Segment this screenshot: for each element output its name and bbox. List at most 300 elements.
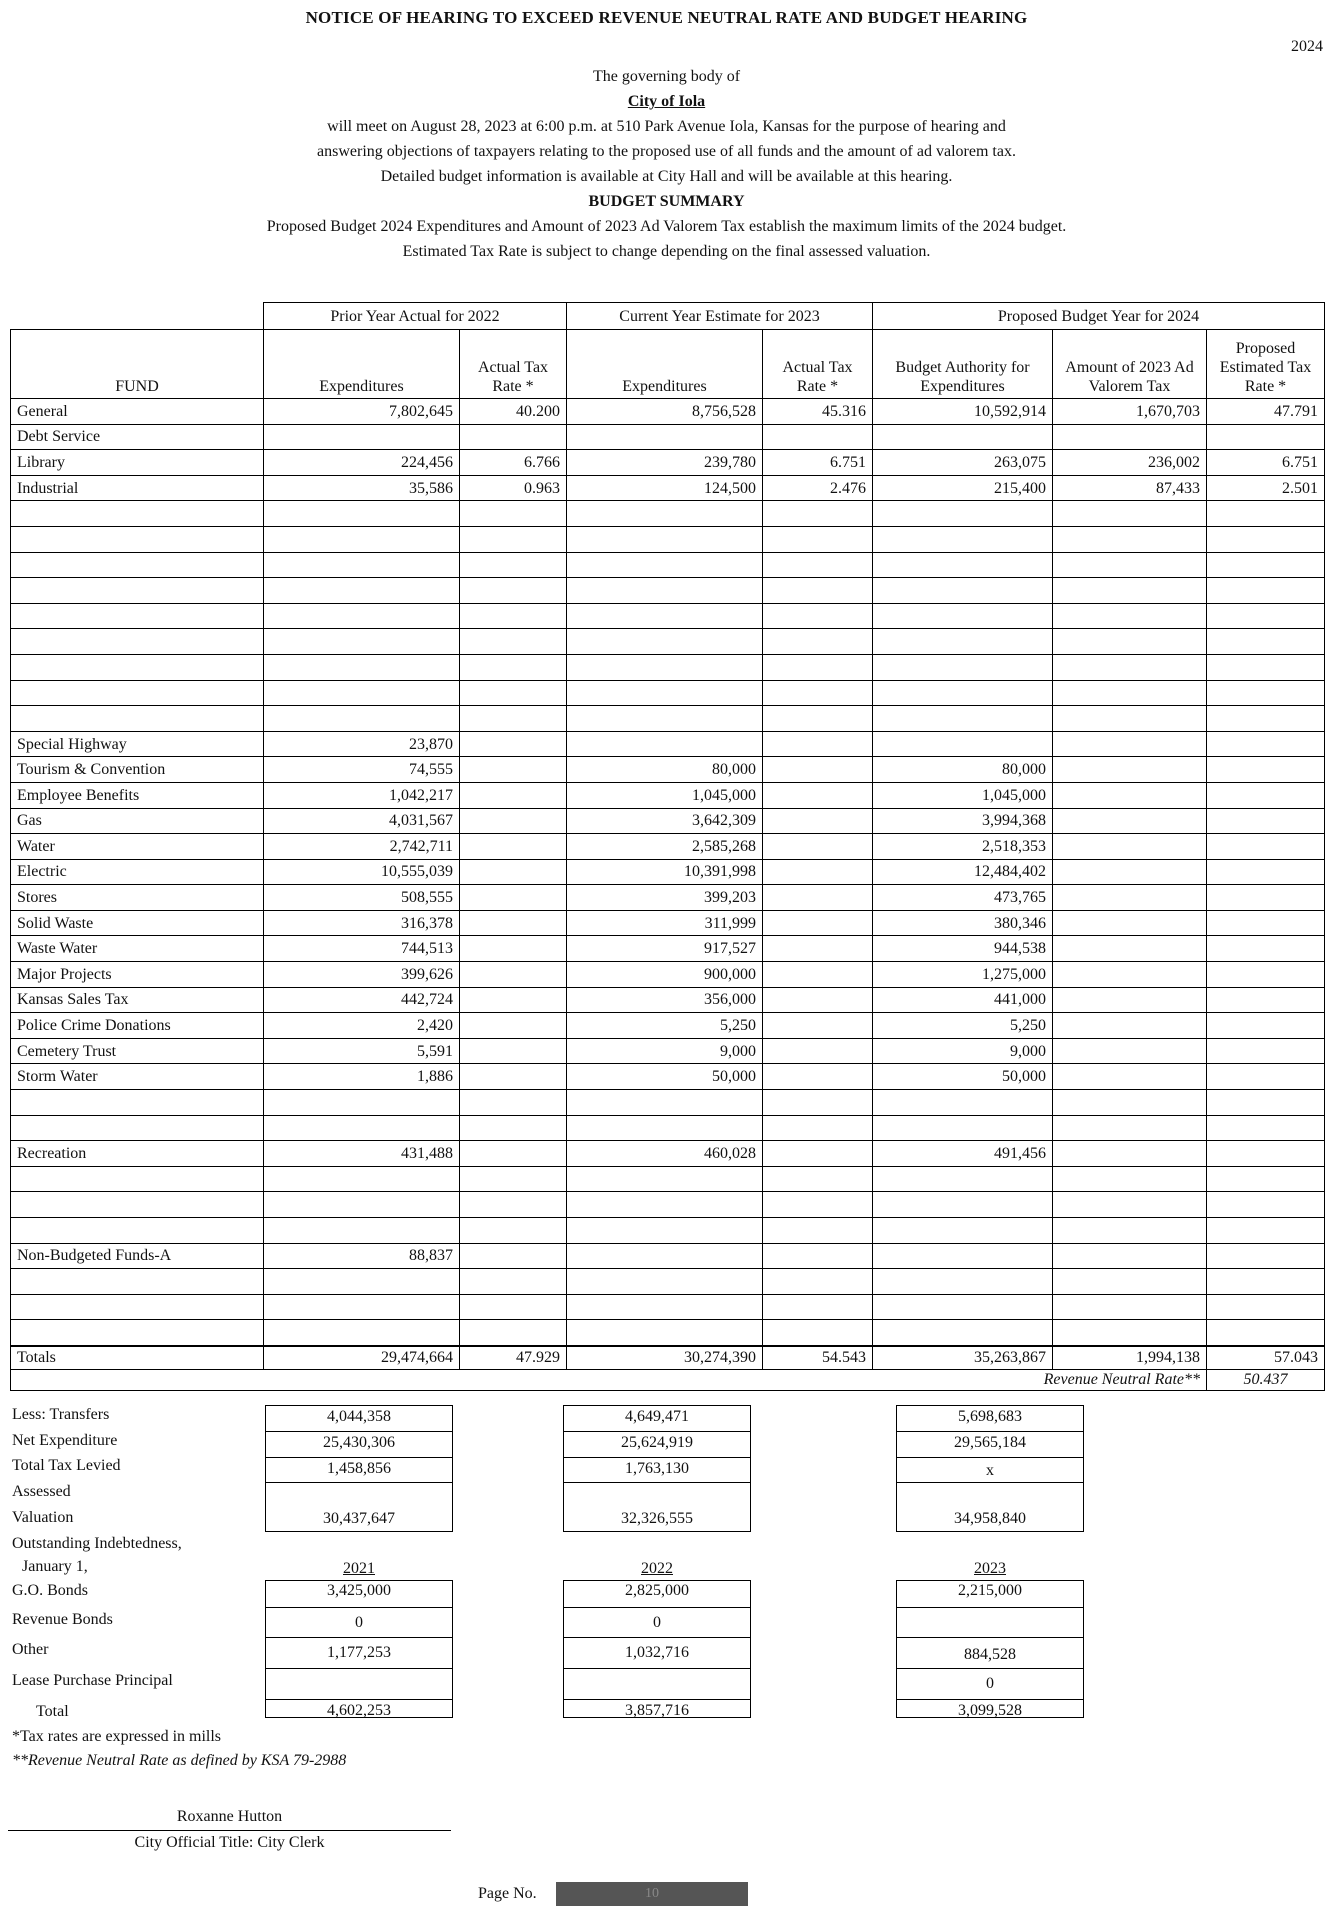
cell-prior-rate: [460, 680, 567, 706]
notice-header: [0, 64, 1333, 264]
cell-prior-exp: [264, 1269, 460, 1295]
col-current-expenditures: Expenditures: [567, 330, 763, 399]
cell-prior-rate: [460, 526, 567, 552]
rate-line: Estimated Tax Rate is subject to change depending on the final assessed valuation.: [402, 243, 931, 260]
cell-ad-valorem: [1053, 1064, 1207, 1090]
fund-row: [11, 1141, 1325, 1167]
fund-row: [11, 603, 1325, 629]
cell-current-rate: [763, 1064, 873, 1090]
fund-row: [11, 910, 1325, 936]
cell-budget-authority: [873, 1294, 1053, 1320]
cell-current-rate: [763, 654, 873, 680]
cell-budget-authority: [873, 629, 1053, 655]
cell-prior-exp: [264, 1090, 460, 1116]
col-current-tax-rate: Actual Tax Rate *: [763, 330, 873, 399]
cell-ad-valorem: [1053, 1166, 1207, 1192]
fund-row: [11, 450, 1325, 476]
info-line: Detailed budget information is available at City Hall and will be available at this hearing.: [380, 168, 953, 185]
cell-budget-authority: [873, 680, 1053, 706]
cell-budget-authority: 5,250: [873, 1013, 1053, 1039]
cell-fund: Employee Benefits: [11, 782, 264, 808]
cell-current-exp: 239,780: [567, 450, 763, 476]
cell-current-exp: 900,000: [567, 962, 763, 988]
cell-budget-authority: 263,075: [873, 450, 1053, 476]
cell-current-exp: 917,527: [567, 936, 763, 962]
cell-current-exp: [567, 424, 763, 450]
cell-current-exp: [567, 1269, 763, 1295]
cell-proposed-rate: [1207, 680, 1325, 706]
debt-year-proposed: 2023: [974, 1560, 1006, 1577]
cell-current-exp: [567, 603, 763, 629]
cell-current-exp: [567, 706, 763, 732]
cell-budget-authority: [873, 501, 1053, 527]
cell-prior-rate: 6.766: [460, 450, 567, 476]
cell-fund: Water: [11, 834, 264, 860]
fund-row: [11, 1320, 1325, 1346]
cell-current-exp: [567, 629, 763, 655]
cell-prior-exp: 10,555,039: [264, 859, 460, 885]
fund-row: [11, 757, 1325, 783]
cell-fund: Police Crime Donations: [11, 1013, 264, 1039]
cell-budget-authority: 944,538: [873, 936, 1053, 962]
cell-current-exp: 311,999: [567, 910, 763, 936]
fund-row: [11, 987, 1325, 1013]
label-total-tax-levied: Total Tax Levied: [12, 1457, 121, 1474]
cell-current-rate: [763, 501, 873, 527]
cell-current-exp: [567, 1115, 763, 1141]
city-name: City of Iola: [627, 93, 706, 110]
cell-prior-rate: [460, 1141, 567, 1167]
cell-ad-valorem: [1053, 834, 1207, 860]
cell-current-exp: 460,028: [567, 1141, 763, 1167]
cell-ad-valorem: [1053, 962, 1207, 988]
cell-budget-authority: [873, 424, 1053, 450]
cell-budget-authority: 50,000: [873, 1064, 1053, 1090]
totals-budget-authority: 35,263,867: [873, 1346, 1053, 1370]
cell-ad-valorem: [1053, 757, 1207, 783]
rev-prior: 0: [266, 1608, 452, 1638]
cell-prior-rate: [460, 910, 567, 936]
cell-prior-rate: [460, 424, 567, 450]
cell-ad-valorem: [1053, 987, 1207, 1013]
cell-prior-rate: [460, 1064, 567, 1090]
cell-current-exp: 5,250: [567, 1013, 763, 1039]
cell-budget-authority: 215,400: [873, 475, 1053, 501]
cell-prior-rate: [460, 1269, 567, 1295]
cell-prior-rate: 0.963: [460, 475, 567, 501]
cell-proposed-rate: [1207, 603, 1325, 629]
cell-current-rate: 2.476: [763, 475, 873, 501]
cell-proposed-rate: [1207, 1038, 1325, 1064]
fund-row: [11, 1013, 1325, 1039]
cell-ad-valorem: [1053, 1320, 1207, 1346]
cell-prior-rate: [460, 834, 567, 860]
net-prior: 25,430,306: [266, 1432, 452, 1458]
cell-proposed-rate: [1207, 834, 1325, 860]
fund-row: [11, 1294, 1325, 1320]
cell-current-exp: [567, 1243, 763, 1269]
cell-current-exp: [567, 1192, 763, 1218]
cell-ad-valorem: [1053, 654, 1207, 680]
totals-current-exp: 30,274,390: [567, 1346, 763, 1370]
cell-prior-exp: 74,555: [264, 757, 460, 783]
cell-fund: [11, 1269, 264, 1295]
fund-row: [11, 859, 1325, 885]
fund-row: [11, 1038, 1325, 1064]
cell-proposed-rate: 47.791: [1207, 399, 1325, 425]
cell-budget-authority: [873, 1218, 1053, 1244]
cell-current-rate: [763, 859, 873, 885]
cell-proposed-rate: [1207, 1090, 1325, 1116]
cell-proposed-rate: [1207, 1192, 1325, 1218]
fund-row: [11, 962, 1325, 988]
cell-fund: Electric: [11, 859, 264, 885]
cell-current-rate: [763, 1294, 873, 1320]
cell-proposed-rate: [1207, 859, 1325, 885]
cell-prior-exp: 23,870: [264, 731, 460, 757]
cell-budget-authority: 3,994,368: [873, 808, 1053, 834]
cell-current-rate: [763, 1038, 873, 1064]
signer-title: City Official Title: City Clerk: [134, 1834, 325, 1851]
cell-budget-authority: 1,045,000: [873, 782, 1053, 808]
cell-budget-authority: 2,518,353: [873, 834, 1053, 860]
cell-current-rate: [763, 1192, 873, 1218]
column-header-row: [11, 330, 1325, 399]
lease-prior: [266, 1669, 452, 1700]
cell-ad-valorem: [1053, 424, 1207, 450]
cell-prior-exp: 4,031,567: [264, 808, 460, 834]
fund-row: [11, 808, 1325, 834]
cell-prior-rate: [460, 936, 567, 962]
cell-current-rate: [763, 885, 873, 911]
levied-current: 1,763,130: [625, 1460, 689, 1477]
debt-year-current: 2022: [641, 1560, 673, 1577]
cell-prior-exp: [264, 1320, 460, 1346]
label-valuation: Valuation: [12, 1509, 74, 1526]
cell-prior-exp: 508,555: [264, 885, 460, 911]
note-mills: *Tax rates are expressed in mills: [12, 1728, 222, 1745]
cell-budget-authority: [873, 578, 1053, 604]
valuation-proposed: 34,958,840: [896, 1482, 1084, 1532]
cell-proposed-rate: 2.501: [1207, 475, 1325, 501]
fund-row: [11, 1166, 1325, 1192]
cell-current-rate: [763, 680, 873, 706]
signature-line: [8, 1830, 451, 1831]
group-proposed-year: Proposed Budget Year for 2024: [873, 303, 1325, 330]
cell-fund: Debt Service: [11, 424, 264, 450]
cell-current-rate: [763, 552, 873, 578]
cell-prior-rate: [460, 1243, 567, 1269]
cell-budget-authority: 12,484,402: [873, 859, 1053, 885]
cell-prior-exp: 2,420: [264, 1013, 460, 1039]
col-prior-expenditures: Expenditures: [264, 330, 460, 399]
group-prior-year: Prior Year Actual for 2022: [264, 303, 567, 330]
page-number-value: 10: [556, 1882, 748, 1906]
cell-prior-exp: [264, 629, 460, 655]
cell-budget-authority: [873, 1320, 1053, 1346]
cell-budget-authority: [873, 603, 1053, 629]
debt-box-proposed: [896, 1580, 1084, 1718]
cell-fund: Solid Waste: [11, 910, 264, 936]
label-revenue-bonds: Revenue Bonds: [12, 1611, 113, 1628]
cell-current-rate: [763, 1090, 873, 1116]
cell-ad-valorem: [1053, 731, 1207, 757]
cell-current-exp: 10,391,998: [567, 859, 763, 885]
cell-current-rate: [763, 1166, 873, 1192]
cell-current-exp: [567, 680, 763, 706]
fund-row: [11, 475, 1325, 501]
transfers-proposed: 5,698,683: [897, 1406, 1083, 1432]
fund-row: [11, 1090, 1325, 1116]
cell-prior-rate: [460, 808, 567, 834]
fund-row: [11, 706, 1325, 732]
label-indebtedness: Outstanding Indebtedness,: [12, 1535, 182, 1552]
cell-current-rate: [763, 834, 873, 860]
cell-current-exp: [567, 501, 763, 527]
rev-proposed: [897, 1608, 1083, 1638]
cell-proposed-rate: [1207, 1013, 1325, 1039]
cell-proposed-rate: [1207, 706, 1325, 732]
cell-fund: Library: [11, 450, 264, 476]
cell-current-rate: [763, 936, 873, 962]
cell-proposed-rate: 6.751: [1207, 450, 1325, 476]
summary-title: BUDGET SUMMARY: [588, 193, 745, 210]
cell-prior-rate: [460, 1320, 567, 1346]
cell-current-rate: [763, 1320, 873, 1346]
cell-current-exp: 9,000: [567, 1038, 763, 1064]
cell-proposed-rate: [1207, 1243, 1325, 1269]
fund-row: [11, 1064, 1325, 1090]
cell-proposed-rate: [1207, 1269, 1325, 1295]
cell-current-exp: [567, 731, 763, 757]
fund-row: [11, 885, 1325, 911]
cell-prior-rate: [460, 706, 567, 732]
cell-prior-rate: [460, 782, 567, 808]
cell-prior-rate: 40.200: [460, 399, 567, 425]
totals-row: [11, 1346, 1325, 1370]
cell-proposed-rate: [1207, 629, 1325, 655]
cell-prior-exp: [264, 578, 460, 604]
cell-ad-valorem: [1053, 885, 1207, 911]
summary-box-current: [563, 1405, 751, 1483]
total-prior: 4,602,253: [327, 1702, 391, 1719]
group-current-year: Current Year Estimate for 2023: [567, 303, 873, 330]
totals-label: Totals: [11, 1346, 264, 1370]
cell-prior-rate: [460, 654, 567, 680]
cell-prior-exp: [264, 501, 460, 527]
cell-prior-rate: [460, 1166, 567, 1192]
cell-current-rate: [763, 757, 873, 783]
cell-prior-rate: [460, 962, 567, 988]
cell-current-exp: [567, 578, 763, 604]
intro-line: The governing body of: [592, 68, 741, 85]
cell-ad-valorem: 1,670,703: [1053, 399, 1207, 425]
cell-fund: Kansas Sales Tax: [11, 987, 264, 1013]
cell-ad-valorem: [1053, 603, 1207, 629]
cell-proposed-rate: [1207, 910, 1325, 936]
cell-fund: [11, 501, 264, 527]
cell-current-rate: [763, 1115, 873, 1141]
lease-current: [564, 1669, 750, 1700]
cell-fund: Non-Budgeted Funds-A: [11, 1243, 264, 1269]
cell-budget-authority: [873, 1269, 1053, 1295]
cell-current-exp: [567, 1320, 763, 1346]
cell-proposed-rate: [1207, 757, 1325, 783]
cell-budget-authority: 10,592,914: [873, 399, 1053, 425]
cell-fund: Storm Water: [11, 1064, 264, 1090]
cell-prior-exp: [264, 654, 460, 680]
revenue-neutral-row: [11, 1369, 1325, 1390]
cell-proposed-rate: [1207, 1320, 1325, 1346]
cell-prior-exp: 88,837: [264, 1243, 460, 1269]
cell-budget-authority: 80,000: [873, 757, 1053, 783]
go-prior: 3,425,000: [266, 1581, 452, 1608]
cell-proposed-rate: [1207, 782, 1325, 808]
cell-current-rate: [763, 1243, 873, 1269]
cell-proposed-rate: [1207, 501, 1325, 527]
cell-budget-authority: [873, 731, 1053, 757]
cell-prior-rate: [460, 987, 567, 1013]
cell-ad-valorem: [1053, 501, 1207, 527]
cell-current-exp: 399,203: [567, 885, 763, 911]
cell-prior-exp: 316,378: [264, 910, 460, 936]
cell-fund: [11, 1320, 264, 1346]
other-prior: 1,177,253: [266, 1638, 452, 1669]
cell-prior-rate: [460, 629, 567, 655]
col-budget-authority: Budget Authority for Expenditures: [873, 330, 1053, 399]
cell-proposed-rate: [1207, 987, 1325, 1013]
cell-current-exp: 356,000: [567, 987, 763, 1013]
cell-prior-rate: [460, 603, 567, 629]
cell-current-rate: [763, 731, 873, 757]
cell-prior-rate: [460, 1192, 567, 1218]
fund-row: [11, 578, 1325, 604]
cell-prior-exp: 399,626: [264, 962, 460, 988]
cell-fund: [11, 552, 264, 578]
cell-prior-exp: [264, 1166, 460, 1192]
cell-ad-valorem: [1053, 1269, 1207, 1295]
cell-current-exp: [567, 526, 763, 552]
cell-fund: [11, 526, 264, 552]
cell-prior-rate: [460, 501, 567, 527]
cell-ad-valorem: [1053, 1243, 1207, 1269]
cell-budget-authority: [873, 1243, 1053, 1269]
cell-budget-authority: [873, 654, 1053, 680]
cell-prior-exp: 2,742,711: [264, 834, 460, 860]
cell-prior-exp: [264, 1294, 460, 1320]
cell-prior-rate: [460, 885, 567, 911]
cell-current-exp: [567, 1218, 763, 1244]
cell-ad-valorem: [1053, 910, 1207, 936]
cell-prior-exp: 1,042,217: [264, 782, 460, 808]
net-current: 25,624,919: [564, 1432, 750, 1458]
fund-row: [11, 731, 1325, 757]
cell-ad-valorem: [1053, 1090, 1207, 1116]
fund-row: [11, 629, 1325, 655]
cell-prior-exp: [264, 1192, 460, 1218]
meeting-line: will meet on August 28, 2023 at 6:00 p.m. at 510 Park Avenue Iola, Kansas for the purpose of hearing and: [327, 118, 1006, 135]
totals-current-rate: 54.543: [763, 1346, 873, 1370]
debt-box-prior: [265, 1580, 453, 1718]
cell-ad-valorem: [1053, 1141, 1207, 1167]
cell-fund: [11, 578, 264, 604]
cell-fund: [11, 654, 264, 680]
cell-fund: Recreation: [11, 1141, 264, 1167]
cell-ad-valorem: [1053, 1038, 1207, 1064]
fund-row: [11, 680, 1325, 706]
cell-fund: Gas: [11, 808, 264, 834]
cell-budget-authority: [873, 1115, 1053, 1141]
cell-current-rate: [763, 526, 873, 552]
fund-row: [11, 1269, 1325, 1295]
valuation-current: 32,326,555: [563, 1482, 751, 1532]
cell-fund: Industrial: [11, 475, 264, 501]
cell-ad-valorem: [1053, 782, 1207, 808]
cell-current-rate: [763, 910, 873, 936]
revenue-neutral-value: 50.437: [1207, 1369, 1325, 1390]
levied-prior: 1,458,856: [327, 1460, 391, 1477]
cell-prior-exp: 7,802,645: [264, 399, 460, 425]
total-current: 3,857,716: [625, 1702, 689, 1719]
cell-prior-exp: [264, 424, 460, 450]
cell-proposed-rate: [1207, 1218, 1325, 1244]
lease-proposed: 0: [897, 1669, 1083, 1700]
fund-row: [11, 654, 1325, 680]
label-other: Other: [12, 1641, 49, 1658]
cell-prior-rate: [460, 1090, 567, 1116]
valuation-prior: 30,437,647: [265, 1482, 453, 1532]
cell-prior-exp: 224,456: [264, 450, 460, 476]
fund-row: [11, 1218, 1325, 1244]
cell-fund: [11, 629, 264, 655]
cell-proposed-rate: [1207, 1294, 1325, 1320]
cell-current-exp: [567, 1090, 763, 1116]
cell-current-rate: [763, 1141, 873, 1167]
debt-box-current: [563, 1580, 751, 1718]
debt-year-prior: 2021: [343, 1560, 375, 1577]
cell-prior-rate: [460, 1013, 567, 1039]
cell-fund: Special Highway: [11, 731, 264, 757]
cell-fund: Cemetery Trust: [11, 1038, 264, 1064]
cell-fund: [11, 1192, 264, 1218]
total-proposed: 3,099,528: [958, 1702, 1022, 1719]
cell-current-rate: [763, 629, 873, 655]
cell-current-rate: [763, 962, 873, 988]
transfers-current: 4,649,471: [564, 1406, 750, 1432]
cell-proposed-rate: [1207, 578, 1325, 604]
cell-ad-valorem: [1053, 936, 1207, 962]
cell-prior-exp: 35,586: [264, 475, 460, 501]
fund-row: [11, 399, 1325, 425]
fund-row: [11, 936, 1325, 962]
cell-prior-exp: [264, 1218, 460, 1244]
page-title: NOTICE OF HEARING TO EXCEED REVENUE NEUTRAL RATE AND BUDGET HEARING: [305, 8, 1028, 27]
cell-current-exp: 80,000: [567, 757, 763, 783]
cell-ad-valorem: [1053, 706, 1207, 732]
cell-budget-authority: 491,456: [873, 1141, 1053, 1167]
cell-prior-rate: [460, 1038, 567, 1064]
cell-proposed-rate: [1207, 1064, 1325, 1090]
cell-fund: [11, 1115, 264, 1141]
cell-current-rate: [763, 578, 873, 604]
cell-current-rate: [763, 987, 873, 1013]
cell-current-rate: [763, 1013, 873, 1039]
cell-ad-valorem: [1053, 1115, 1207, 1141]
cell-current-exp: 3,642,309: [567, 808, 763, 834]
cell-prior-exp: 442,724: [264, 987, 460, 1013]
fund-row: [11, 552, 1325, 578]
cell-proposed-rate: [1207, 885, 1325, 911]
